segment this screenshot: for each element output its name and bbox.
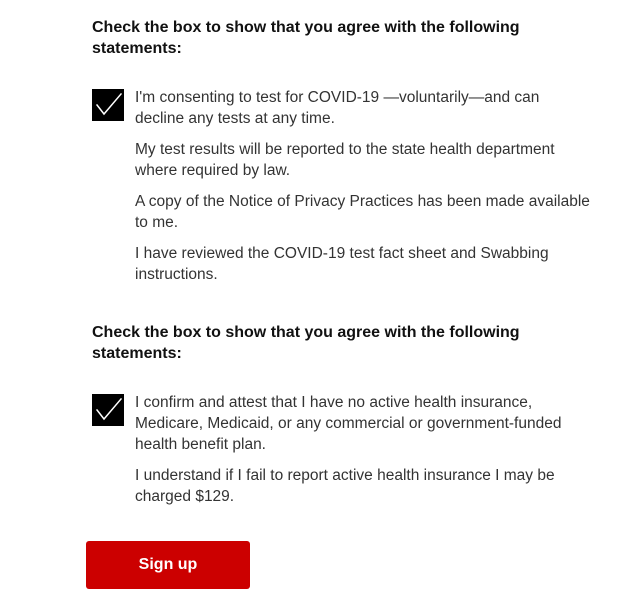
- agreement-section-2: [92, 322, 592, 517]
- agreement-checkbox-1[interactable]: [92, 89, 124, 121]
- sign-up-button[interactable]: Sign up: [86, 541, 250, 589]
- statement-text: I understand if I fail to report active health insurance I may be charged $129.: [135, 467, 555, 505]
- agreement-section-1: [92, 17, 592, 295]
- agreement-row: [92, 392, 592, 507]
- statement-text: I'm consenting to test for COVID-19 —voluntarily—and can decline any tests at any time.: [135, 89, 540, 127]
- statement-list: [135, 87, 592, 285]
- section-heading: Check the box to show that you agree with the following statements:: [92, 324, 520, 362]
- statement-text: My test results will be reported to the state health department where required by law.: [135, 141, 555, 179]
- statement-text: I confirm and attest that I have no active health insurance, Medicare, Medicaid, or any commercial or government-funded health benefit plan.: [135, 394, 562, 453]
- checkmark-icon: [92, 89, 124, 121]
- checkmark-icon: [92, 394, 124, 426]
- agreement-checkbox-2[interactable]: [92, 394, 124, 426]
- statement-list: [135, 392, 592, 507]
- statement-text: A copy of the Notice of Privacy Practices has been made available to me.: [135, 193, 590, 231]
- statement-text: I have reviewed the COVID-19 test fact sheet and Swabbing instructions.: [135, 245, 549, 283]
- agreement-row: [92, 87, 592, 285]
- section-heading: Check the box to show that you agree with the following statements:: [92, 19, 520, 57]
